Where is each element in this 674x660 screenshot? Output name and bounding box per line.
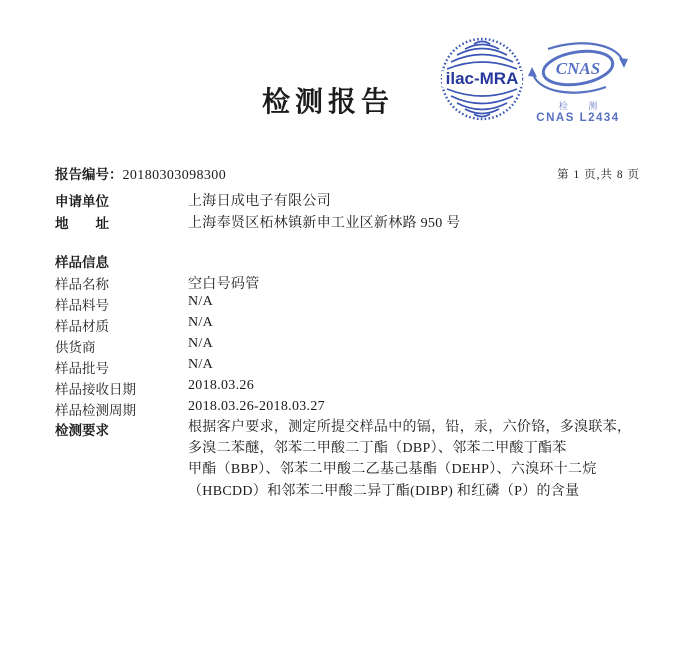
ilac-mra-logo [436,34,528,126]
address-label: 地 址 [55,216,109,231]
requirement-line: （HBCDD）和邻苯二甲酸二异丁酯(DIBP) 和红磷（P）的含量 [188,483,580,499]
applicant-label: 申请单位 [55,194,109,209]
ilac-mra-label: ilac-MRA [445,69,519,88]
cnas-logo [527,40,629,124]
sample-part-no-value: N/A [188,294,214,309]
cnas-sub-label: 检 测 [558,101,607,111]
requirement-line: 多溴二苯醚，邻苯二甲酸二丁酯（DBP）、邻苯二甲酸丁酯苯 [188,441,567,457]
sample-batch-value: N/A [188,357,214,372]
supplier-label: 供货商 [55,340,96,355]
cnas-label: CNAS [555,59,601,78]
sample-batch-label: 样品批号 [55,361,109,376]
receive-date-value: 2018.03.26 [188,378,254,393]
sample-info-section-title: 样品信息 [55,255,109,270]
supplier-value: N/A [188,336,214,351]
test-period-label: 样品检测周期 [55,403,136,418]
report-number-label: 报告编号： [55,167,123,182]
cnas-accreditation-number: CNAS L2434 [536,112,620,124]
test-requirement-label: 检测要求 [55,423,109,438]
report-number-row [55,163,226,184]
address-value: 上海奉贤区柘林镇新申工业区新林路 950 号 [188,216,461,231]
applicant-value: 上海日成电子有限公司 [188,194,331,209]
page-indicator: 第 1 页,共 8 页 [557,169,640,181]
cnas-ellipse-icon [527,40,629,96]
receive-date-label: 样品接收日期 [55,382,136,397]
test-period-value: 2018.03.26-2018.03.27 [188,399,325,414]
test-requirement-text [188,417,631,502]
requirement-line: 根据客户要求，测定所提交样品中的镉，铅，汞，六价铬，多溴联苯， [188,420,632,435]
sample-material-value: N/A [188,315,214,330]
ilac-mra-globe-icon [436,34,528,126]
sample-name-label: 样品名称 [55,277,109,292]
requirement-line: 甲酯（BBP）、邻苯二甲酸二乙基己基酯（DEHP）、六溴环十二烷 [188,462,597,478]
sample-part-no-label: 样品料号 [55,298,109,313]
sample-name-value: 空白号码管 [188,277,260,292]
report-number-value: 20180303098300 [122,168,227,183]
sample-material-label: 样品材质 [55,319,109,334]
page-title: 检测报告 [262,87,395,118]
